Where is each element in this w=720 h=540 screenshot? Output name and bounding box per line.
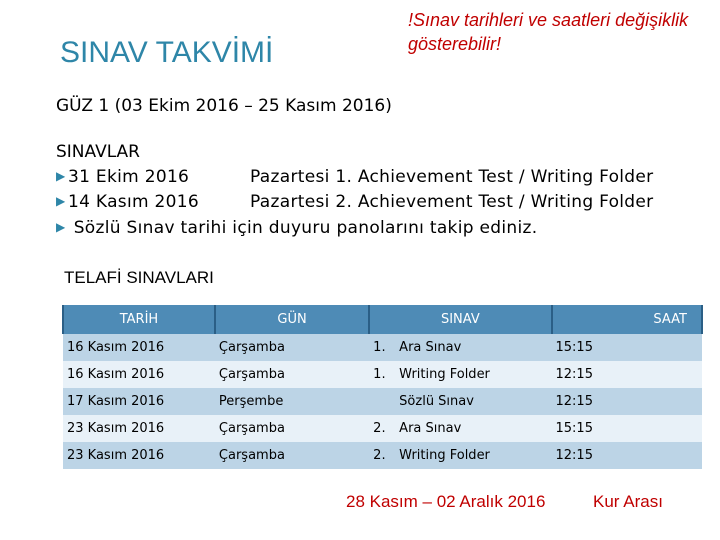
table-row: [63, 361, 702, 388]
cell-date: 17 Kasım 2016: [63, 388, 215, 415]
header-day: GÜN: [215, 305, 369, 334]
exam-date: 14 Kasım 2016: [68, 192, 200, 212]
break-label: Kur Arası: [593, 492, 663, 511]
cell-date: 23 Kasım 2016: [63, 415, 215, 442]
triangle-bullet-icon: ▶: [56, 194, 66, 208]
triangle-bullet-icon: ▶: [56, 169, 66, 183]
header-date: TARİH: [63, 305, 215, 334]
exam-item: [56, 167, 653, 187]
break-dates: 28 Kasım – 02 Aralık 2016: [346, 492, 546, 511]
cell-day: Çarşamba: [215, 361, 369, 388]
exam-date: 31 Ekim 2016: [68, 167, 190, 187]
cell-day: Çarşamba: [215, 442, 369, 469]
semester-heading: GÜZ 1 (03 Ekim 2016 – 25 Kasım 2016): [56, 96, 392, 116]
cell-time: 15:15: [552, 415, 703, 442]
exam-description: Pazartesi 2. Achievement Test / Writing Folder: [250, 192, 654, 212]
cell-day: Çarşamba: [215, 415, 369, 442]
cell-time: 12:15: [552, 442, 703, 469]
table-header-row: [63, 305, 702, 334]
exam-item: [56, 192, 653, 212]
cell-exam: Sözlü Sınav: [369, 388, 551, 415]
exams-heading: SINAVLAR: [56, 142, 140, 162]
oral-note-text: Sözlü Sınav tarihi için duyuru panolarını takip ediniz.: [73, 218, 538, 238]
makeup-heading: TELAFİ SINAVLARI: [64, 268, 214, 287]
cell-exam: 2. Ara Sınav: [369, 415, 551, 442]
cell-time: 12:15: [552, 361, 703, 388]
cell-date: 23 Kasım 2016: [63, 442, 215, 469]
cell-exam: 1. Writing Folder: [369, 361, 551, 388]
page-title: SINAV TAKVİMİ: [60, 36, 274, 69]
cell-day: Perşembe: [215, 388, 369, 415]
oral-exam-note: [56, 218, 537, 238]
cell-time: 15:15: [552, 334, 703, 361]
warning-note: !Sınav tarihleri ve saatleri değişiklik gösterebilir!: [408, 10, 689, 54]
cell-exam: 1. Ara Sınav: [369, 334, 551, 361]
table-row: [63, 415, 702, 442]
exam-description: Pazartesi 1. Achievement Test / Writing Folder: [250, 167, 654, 187]
cell-day: Çarşamba: [215, 334, 369, 361]
cell-date: 16 Kasım 2016: [63, 361, 215, 388]
table-row: [63, 442, 702, 469]
header-time: SAAT: [552, 305, 703, 334]
table-row: [63, 334, 702, 361]
cell-time: 12:15: [552, 388, 703, 415]
cell-exam: 2. Writing Folder: [369, 442, 551, 469]
makeup-exam-table: [62, 305, 703, 469]
table-row: [63, 388, 702, 415]
header-exam: SINAV: [369, 305, 551, 334]
cell-date: 16 Kasım 2016: [63, 334, 215, 361]
triangle-bullet-icon: ▶: [56, 220, 66, 234]
